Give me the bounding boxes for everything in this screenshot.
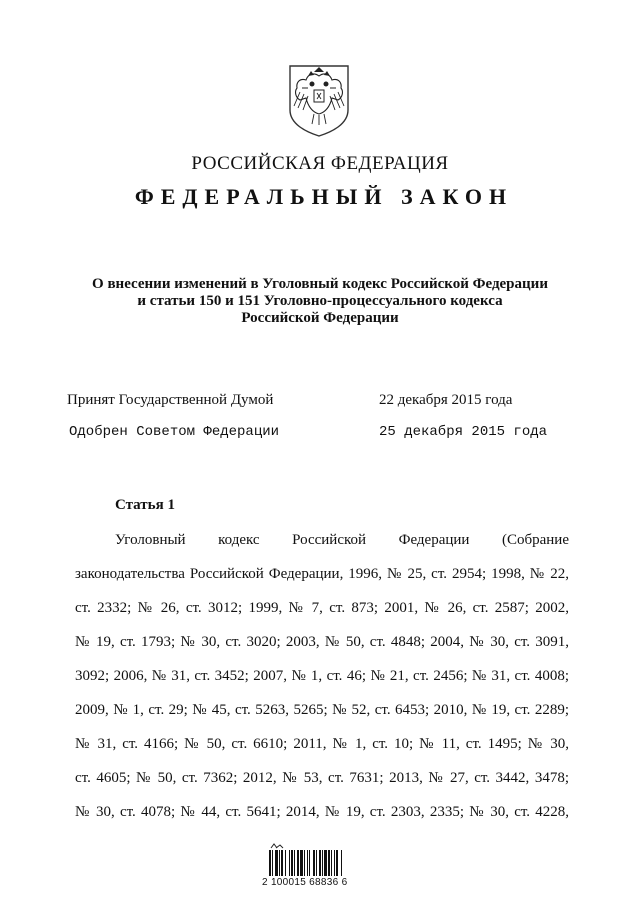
article-word: Российской <box>292 532 367 548</box>
duma-adoption-date: 22 декабря 2015 года <box>379 392 513 408</box>
barcode-bar <box>304 850 305 876</box>
barcode-bar <box>281 850 283 876</box>
law-title-line: и статьи 150 и 151 Уголовно-процессуального кодекса <box>137 293 503 309</box>
barcode-bar <box>285 850 286 876</box>
barcode-bar <box>331 850 332 876</box>
barcode-bar <box>279 850 280 876</box>
article-line: 2009, № 1, ст. 29; № 45, ст. 5263, 5265; № 52, ст. 6453; 2010, № 19, ст. 2289; <box>75 702 569 718</box>
duma-adoption-label: Принят Государственной Думой <box>67 392 274 408</box>
barcode-bar <box>319 850 321 876</box>
barcode-bar <box>334 850 335 876</box>
article-word: (Собрание <box>501 532 569 548</box>
council-approval-label: Одобрен Советом Федерации <box>69 424 280 440</box>
barcode-bar <box>309 850 310 876</box>
barcode-bar <box>275 850 278 876</box>
barcode-bar <box>307 850 308 876</box>
article-line: № 19, ст. 1793; № 30, ст. 3020; 2003, № 50, ст. 4848; 2004, № 30, ст. 3091, <box>75 634 569 650</box>
article-word: кодекс <box>218 532 260 548</box>
registration-mark-icon <box>270 842 284 850</box>
barcode-bar <box>291 850 293 876</box>
country-heading: РОССИЙСКАЯ ФЕДЕРАЦИЯ <box>191 153 449 174</box>
barcode-bar <box>313 850 315 876</box>
barcode-bar <box>336 850 338 876</box>
article-line: ст. 4605; № 50, ст. 7362; 2012, № 53, ст. 7631; 2013, № 27, ст. 3442, 3478; <box>75 770 569 786</box>
law-title-line: О внесении изменений в Уголовный кодекс Российской Федерации <box>92 276 548 292</box>
coat-of-arms-emblem <box>284 62 354 138</box>
barcode-number: 2 100015 68836 6 <box>262 877 348 888</box>
law-title <box>60 276 580 327</box>
article-heading: Статья 1 <box>115 497 175 513</box>
law-type-heading: ФЕДЕРАЛЬНЫЙ ЗАКОН <box>134 184 514 209</box>
article-line: ст. 2332; № 26, ст. 3012; 1999, № 7, ст. 873; 2001, № 26, ст. 2587; 2002, <box>75 600 569 616</box>
law-title-line: Российской Федерации <box>241 310 399 326</box>
article-line: законодательства Российской Федерации, 1996, № 25, ст. 2954; 1998, № 22, <box>75 566 569 582</box>
barcode-bar <box>294 850 295 876</box>
article-line: № 30, ст. 4078; № 44, ст. 5641; 2014, № 19, ст. 2303, 2335; № 30, ст. 4228, <box>75 804 569 820</box>
barcode-bar <box>297 850 299 876</box>
article-word: Уголовный <box>115 532 186 548</box>
barcode-bar <box>328 850 330 876</box>
barcode-bar <box>316 850 317 876</box>
barcode-bar <box>324 850 327 876</box>
barcode-bar <box>269 850 271 876</box>
barcode-bar <box>289 850 290 876</box>
barcode-image <box>268 850 378 876</box>
barcode-bar <box>322 850 323 876</box>
barcode-bar <box>272 850 273 876</box>
article-first-line <box>75 532 569 552</box>
article-line: № 31, ст. 4166; № 50, ст. 6610; 2011, № 1, ст. 10; № 11, ст. 1495; № 30, <box>75 736 569 752</box>
barcode-bar <box>300 850 303 876</box>
article-line: 3092; 2006, № 31, ст. 3452; 2007, № 1, ст. 46; № 21, ст. 2456; № 31, ст. 4008; <box>75 668 569 684</box>
barcode-bar <box>341 850 342 876</box>
article-word: Федерации <box>398 532 470 548</box>
council-approval-date: 25 декабря 2015 года <box>379 424 548 440</box>
